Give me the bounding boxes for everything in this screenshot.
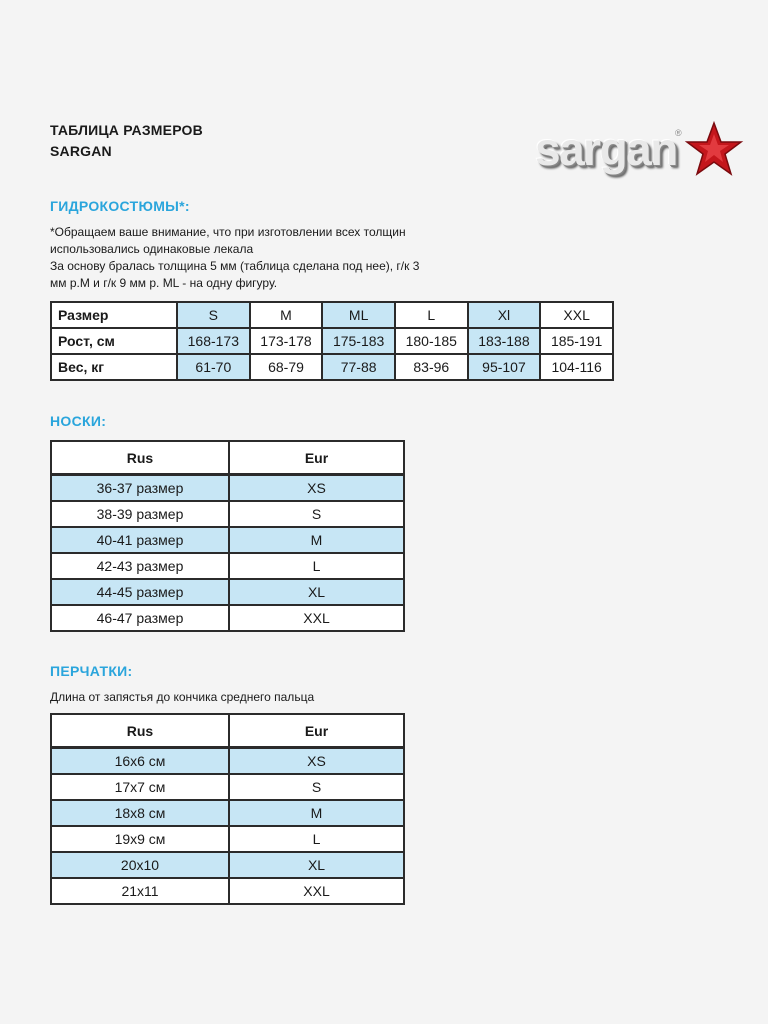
table-row [51,826,404,852]
socks-section-title: НОСКИ: [50,413,107,429]
gloves-note: Длина от запястья до кончика среднего пальца [50,690,315,704]
table-row [51,800,404,826]
table-cell: 36-37 размер [51,475,229,502]
table-cell: 185-191 [540,328,613,354]
table-cell: 42-43 размер [51,553,229,579]
table-cell: 21х11 [51,878,229,904]
logo-registered-mark: ® [675,128,682,138]
table-row [51,774,404,800]
table-cell: XL [229,579,404,605]
table-cell: S [229,774,404,800]
table-cell: M [229,800,404,826]
table-cell: 175-183 [322,328,395,354]
table-cell: 40-41 размер [51,527,229,553]
red-star-icon [683,120,745,180]
wetsuits-section-title: ГИДРОКОСТЮМЫ*: [50,198,190,214]
table-cell: S [177,302,250,328]
wetsuits-note-line: использовались одинаковые лекала [50,242,254,256]
table-cell: 61-70 [177,354,250,380]
table-header-row [51,441,404,475]
table-cell: 20х10 [51,852,229,878]
column-header-eur: Eur [229,714,404,748]
row-label: Рост, см [51,328,177,354]
table-cell: 183-188 [468,328,541,354]
gloves-size-table [50,713,405,905]
table-cell: XL [229,852,404,878]
table-cell: L [229,553,404,579]
wetsuits-note-line: мм р.М и г/к 9 мм р. ML - на одну фигуру. [50,276,278,290]
table-row [51,527,404,553]
table-row-size [51,302,613,328]
row-label: Размер [51,302,177,328]
table-cell: XS [229,748,404,775]
table-cell: M [250,302,323,328]
table-cell: XXL [540,302,613,328]
brand-title: SARGAN [50,143,112,159]
column-header-rus: Rus [51,714,229,748]
table-cell: 16х6 см [51,748,229,775]
column-header-eur: Eur [229,441,404,475]
table-cell: 44-45 размер [51,579,229,605]
table-row [51,501,404,527]
table-cell: 46-47 размер [51,605,229,631]
table-cell: 68-79 [250,354,323,380]
table-row [51,579,404,605]
table-row [51,852,404,878]
table-row [51,878,404,904]
logo-wordmark: sargan [535,123,677,175]
table-cell: 104-116 [540,354,613,380]
table-cell: 77-88 [322,354,395,380]
wetsuits-note [50,224,490,292]
table-row [51,553,404,579]
table-row-height [51,328,613,354]
table-cell: 95-107 [468,354,541,380]
wetsuits-note-line: За основу бралась толщина 5 мм (таблица сделана под нее), г/к 3 [50,259,420,273]
table-cell: L [395,302,468,328]
table-cell: XS [229,475,404,502]
table-cell: 38-39 размер [51,501,229,527]
column-header-rus: Rus [51,441,229,475]
table-cell: 168-173 [177,328,250,354]
sargan-logo [535,118,750,188]
table-cell: 83-96 [395,354,468,380]
table-row-weight [51,354,613,380]
table-cell: S [229,501,404,527]
table-cell: 18х8 см [51,800,229,826]
table-cell: Xl [468,302,541,328]
row-label: Вес, кг [51,354,177,380]
page-title-block [50,120,203,162]
gloves-section-title: ПЕРЧАТКИ: [50,663,133,679]
wetsuits-note-line: *Обращаем ваше внимание, что при изготовлении всех толщин [50,225,406,239]
table-cell: L [229,826,404,852]
table-cell: 17х7 см [51,774,229,800]
table-row [51,605,404,631]
wetsuit-size-table [50,301,614,381]
table-cell: ML [322,302,395,328]
table-header-row [51,714,404,748]
table-cell: M [229,527,404,553]
table-cell: XXL [229,878,404,904]
table-cell: 173-178 [250,328,323,354]
table-cell: XXL [229,605,404,631]
page-title: ТАБЛИЦА РАЗМЕРОВ [50,122,203,138]
table-row [51,748,404,775]
table-row [51,475,404,502]
socks-size-table [50,440,405,632]
table-cell: 180-185 [395,328,468,354]
table-cell: 19х9 см [51,826,229,852]
